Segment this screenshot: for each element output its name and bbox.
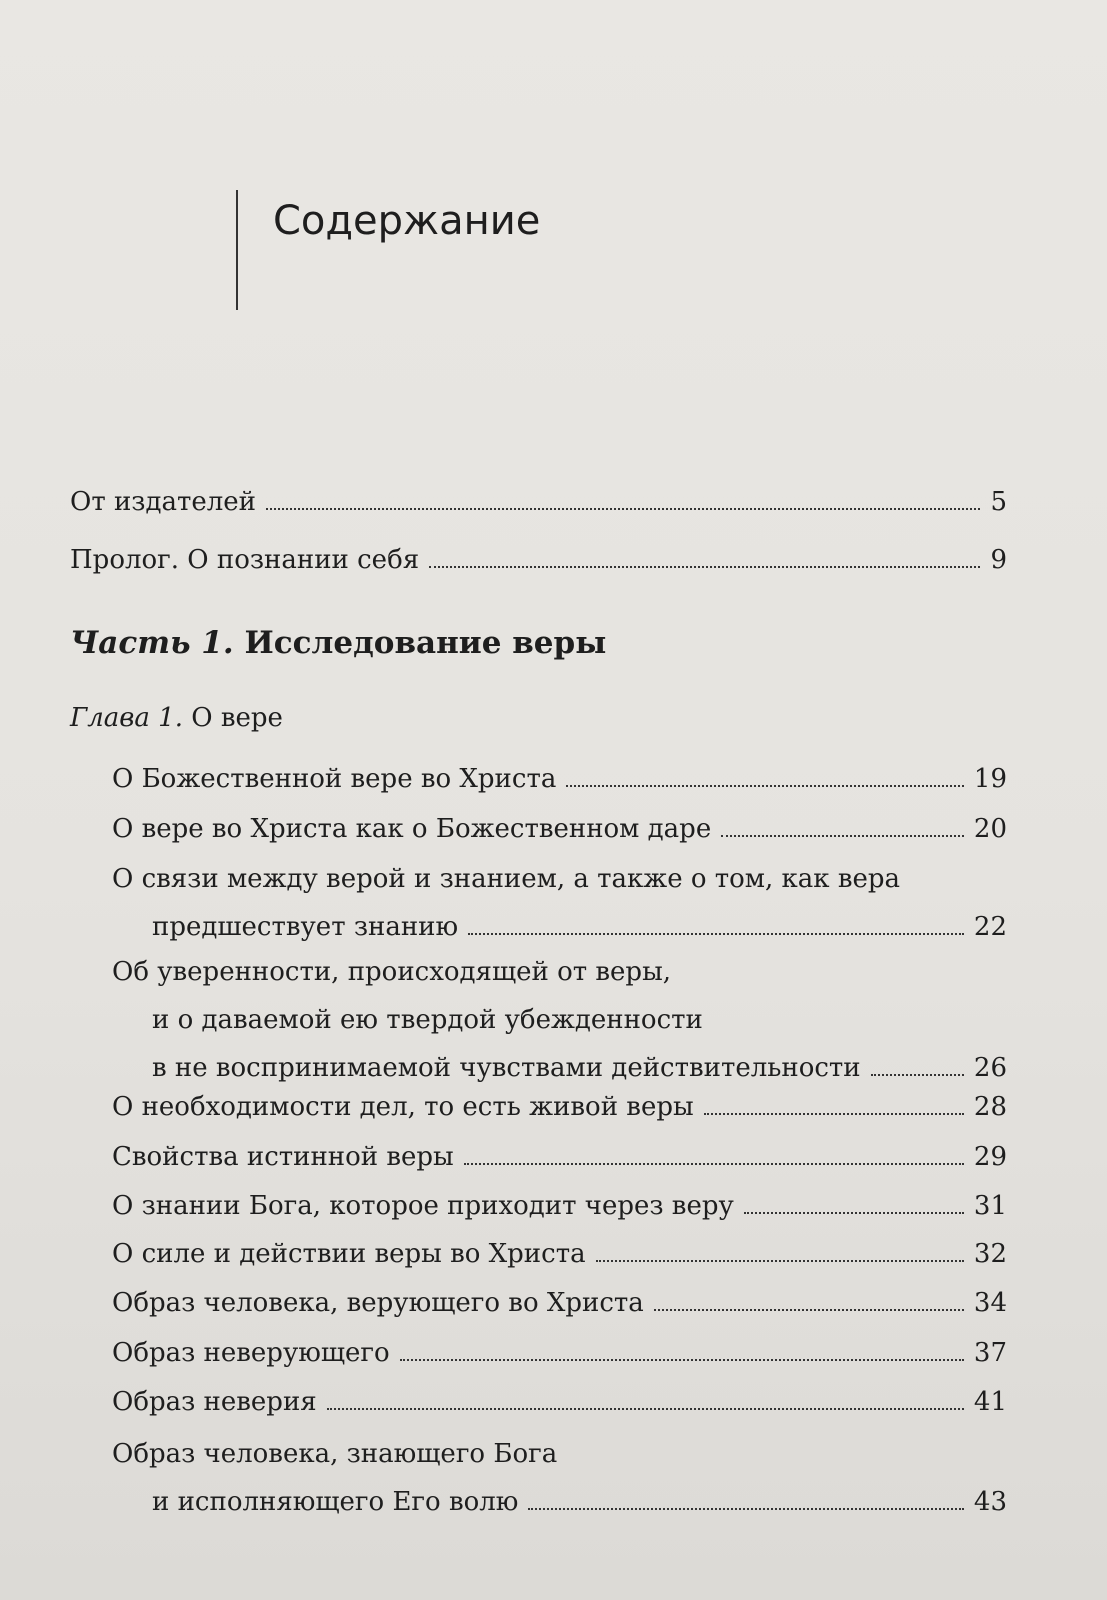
part-prefix: Часть 1. bbox=[70, 625, 234, 661]
toc-entry-label: От издателей bbox=[70, 487, 256, 517]
toc-entry-multiline bbox=[112, 948, 1007, 1092]
toc-entry-line: Образ человека, знающего Бога bbox=[112, 1439, 558, 1469]
toc-entry bbox=[112, 1240, 1007, 1269]
toc-entry-line: в не воспринимаемой чувствами действительности bbox=[152, 1053, 861, 1083]
toc-leader-dots bbox=[468, 933, 964, 935]
toc-page-number: 37 bbox=[973, 1338, 1007, 1368]
toc-entry-label: Образ неверующего bbox=[112, 1338, 390, 1368]
toc-leader-dots bbox=[596, 1260, 964, 1262]
toc-page-number: 19 bbox=[973, 764, 1007, 794]
toc-entry bbox=[112, 1339, 1007, 1368]
toc-leader-dots bbox=[266, 508, 980, 510]
toc-page-number: 5 bbox=[990, 487, 1007, 517]
toc-entry-last-line bbox=[112, 1044, 1007, 1092]
toc-page-number: 28 bbox=[973, 1092, 1007, 1122]
toc-entry-label: О знании Бога, которое приходит через веру bbox=[112, 1191, 734, 1221]
chapter-title: О вере bbox=[191, 703, 283, 733]
toc-entry-label: Свойства истинной веры bbox=[112, 1142, 454, 1172]
toc-leader-dots bbox=[654, 1309, 964, 1311]
toc-entry-line: предшествует знанию bbox=[152, 912, 459, 942]
toc-leader-dots bbox=[429, 566, 980, 568]
toc-entry-publishers bbox=[70, 488, 1007, 517]
toc-leader-dots bbox=[871, 1074, 964, 1076]
toc-leader-dots bbox=[528, 1508, 963, 1510]
toc-entry bbox=[112, 1093, 1007, 1122]
part-heading bbox=[70, 625, 606, 661]
toc-entry-prologue bbox=[70, 546, 1007, 575]
toc-page-number: 41 bbox=[973, 1387, 1007, 1417]
toc-entry bbox=[112, 1143, 1007, 1172]
toc-entry bbox=[112, 1388, 1007, 1417]
toc-entry-line: и о даваемой ею твердой убежденности bbox=[152, 1005, 703, 1035]
toc-entry-multiline bbox=[112, 855, 1007, 951]
toc-leader-dots bbox=[566, 785, 964, 787]
toc-leader-dots bbox=[464, 1163, 964, 1165]
toc-entry-label: Пролог. О познании себя bbox=[70, 545, 420, 575]
chapter-prefix: Глава 1. bbox=[70, 703, 183, 733]
toc-entry-label: О вере во Христа как о Божественном даре bbox=[112, 814, 712, 844]
toc-entry-line: О связи между верой и знанием, а также о том, как вера bbox=[112, 864, 900, 894]
title-block bbox=[236, 190, 540, 310]
toc-entry bbox=[112, 1289, 1007, 1318]
toc-page-number: 22 bbox=[973, 912, 1007, 942]
toc-page-number: 9 bbox=[990, 545, 1007, 575]
chapter-heading bbox=[70, 703, 283, 733]
toc-page-number: 32 bbox=[973, 1239, 1007, 1269]
page-title: Содержание bbox=[273, 198, 541, 244]
toc-entry-line: и исполняющего Его волю bbox=[152, 1487, 519, 1517]
toc-entry-line: Об уверенности, происходящей от веры, bbox=[112, 957, 672, 987]
toc-page-number: 34 bbox=[973, 1288, 1007, 1318]
toc-leader-dots bbox=[721, 835, 964, 837]
toc-leader-dots bbox=[704, 1113, 964, 1115]
toc-entry-last-line bbox=[112, 1478, 1007, 1526]
toc-page-number: 43 bbox=[973, 1487, 1007, 1517]
part-title: Исследование веры bbox=[244, 625, 607, 661]
toc-entry-label: О силе и действии веры во Христа bbox=[112, 1239, 586, 1269]
toc-entry bbox=[112, 1192, 1007, 1221]
toc-leader-dots bbox=[744, 1212, 964, 1214]
toc-entry-label: О Божественной вере во Христа bbox=[112, 764, 557, 794]
toc-page-number: 26 bbox=[973, 1053, 1007, 1083]
toc-page-number: 20 bbox=[973, 814, 1007, 844]
toc-leader-dots bbox=[400, 1359, 964, 1361]
toc-page-number: 31 bbox=[973, 1191, 1007, 1221]
toc-leader-dots bbox=[327, 1408, 964, 1410]
toc-entry-label: О необходимости дел, то есть живой веры bbox=[112, 1092, 694, 1122]
toc-entry-last-line bbox=[112, 903, 1007, 951]
toc-entry bbox=[112, 815, 1007, 844]
toc-entry-multiline bbox=[112, 1430, 1007, 1526]
toc-entry bbox=[112, 765, 1007, 794]
toc-entry-label: Образ человека, верующего во Христа bbox=[112, 1288, 644, 1318]
toc-page-number: 29 bbox=[973, 1142, 1007, 1172]
toc-entry-label: Образ неверия bbox=[112, 1387, 317, 1417]
